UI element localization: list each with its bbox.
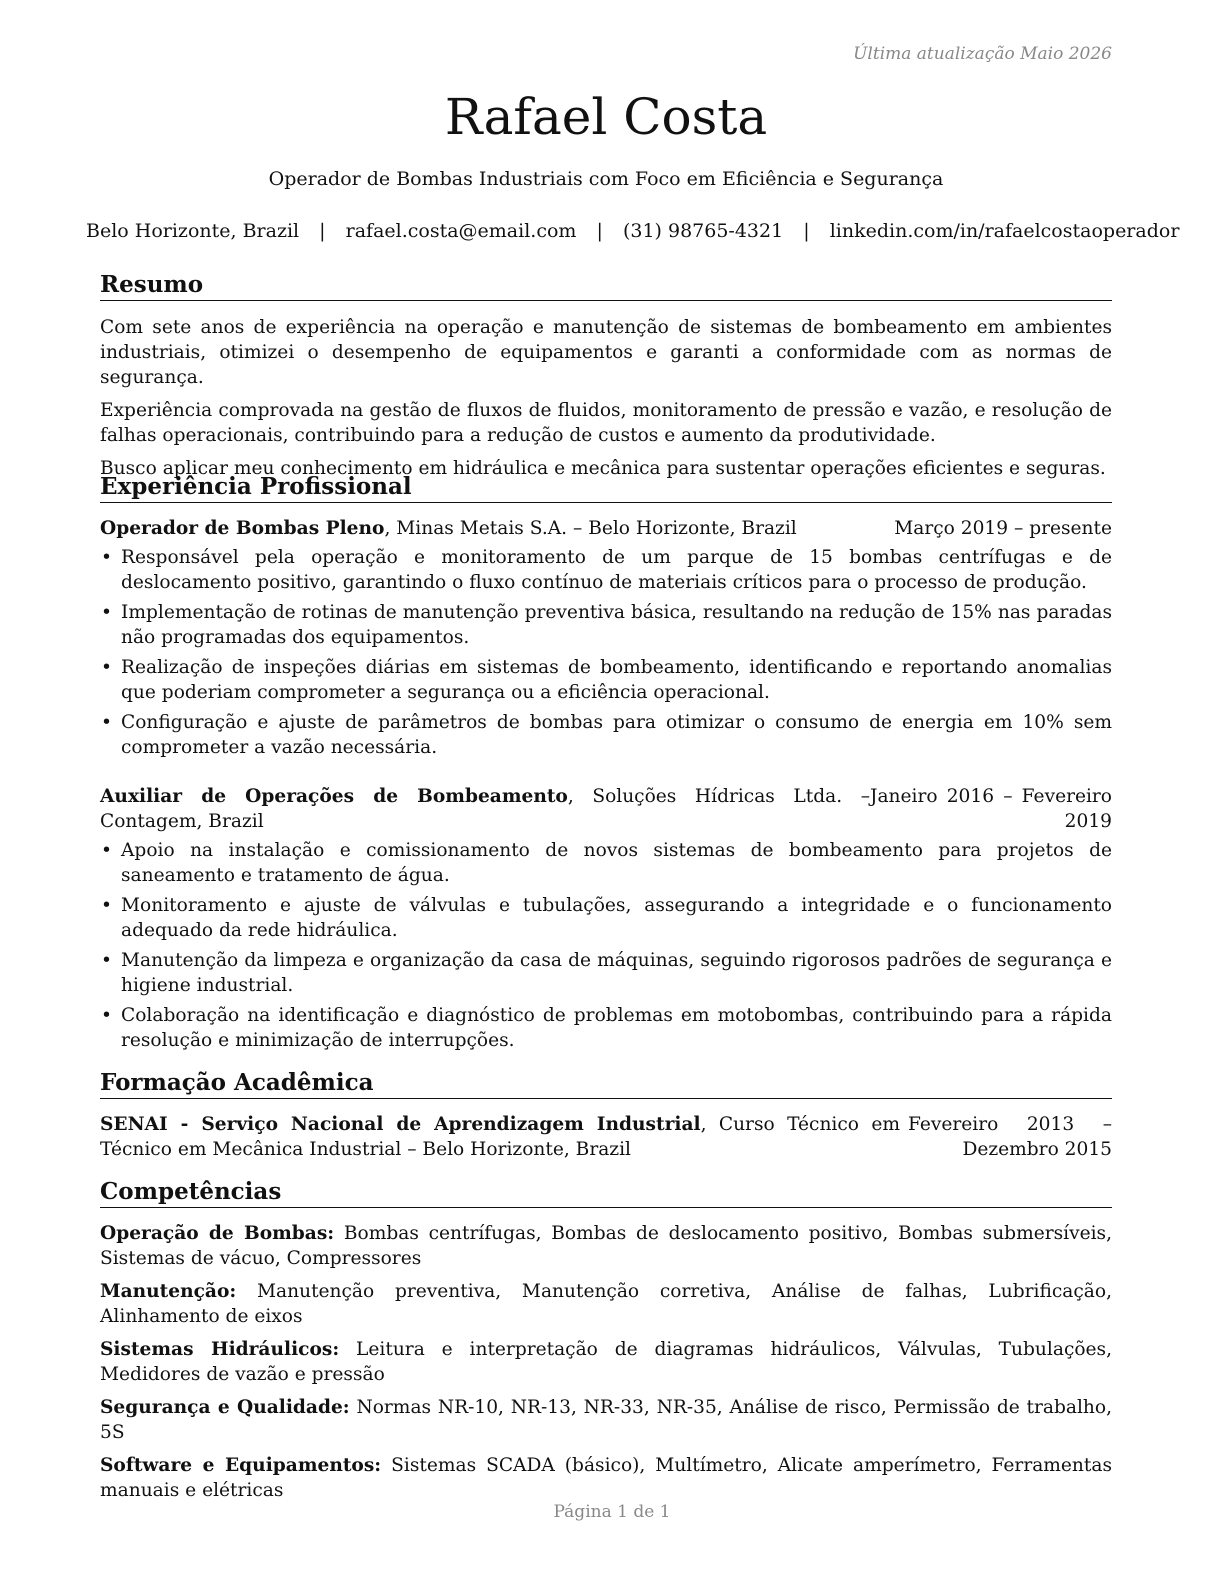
school-name: SENAI - Serviço Nacional de Aprendizagem Industrial: [100, 1114, 701, 1135]
email-link[interactable]: rafael.costa@email.com: [345, 220, 577, 242]
skill-label: Software e Equipamentos:: [100, 1455, 382, 1476]
skills-block: [100, 1221, 1112, 1511]
education-header: [100, 1112, 1112, 1162]
job-title-line: [100, 516, 894, 541]
list-item: • Implementação de rotinas de manutenção preventiva básica, resultando na redução de 15% nas paradas não programadas dos equipamentos.: [100, 600, 1112, 650]
skill-label: Segurança e Qualidade:: [100, 1397, 350, 1418]
education-entry: [100, 1112, 1112, 1162]
job-title-line: [100, 784, 870, 834]
list-item: • Configuração e ajuste de parâmetros de bombas para otimizar o consumo de energia em 10% sem comprometer a vazão necessária.: [100, 710, 1112, 760]
job-entry: [100, 784, 1112, 1058]
skill-row: [100, 1395, 1112, 1445]
separator: |: [803, 220, 810, 242]
section-title-experience: Experiência Profissional: [100, 473, 1112, 503]
contact-line: [86, 220, 1180, 242]
job-bullets: [100, 838, 1112, 1053]
skill-row: [100, 1221, 1112, 1271]
skill-text: Normas NR-10, NR-13, NR-33, NR-35, Análise de risco, Permissão de trabalho, 5S: [100, 1397, 1112, 1443]
job-role: Operador de Bombas Pleno: [100, 518, 385, 539]
list-item: • Apoio na instalação e comissionamento de novos sistemas de bombeamento para projetos de saneamento e tratamento de água.: [100, 838, 1112, 888]
linkedin-link[interactable]: linkedin.com/in/rafaelcostaoperador: [829, 220, 1180, 242]
job-company: , Minas Metais S.A. – Belo Horizonte, Brazil: [384, 518, 797, 539]
list-item: • Monitoramento e ajuste de válvulas e tubulações, assegurando a integridade e o funcionamento adequado da rede hidráulica.: [100, 893, 1112, 943]
separator: |: [596, 220, 603, 242]
skill-label: Manutenção:: [100, 1281, 237, 1302]
location: Belo Horizonte, Brazil: [86, 220, 300, 242]
skill-text: Leitura e interpretação de diagramas hidráulicos, Válvulas, Tubulações, Medidores de vazão e pressão: [100, 1339, 1113, 1385]
list-item: • Realização de inspeções diárias em sistemas de bombeamento, identificando e reportando anomalias que poderiam comprometer a segurança ou a eficiência operacional.: [100, 655, 1112, 705]
job-header: [100, 784, 1112, 834]
summary-paragraph: Experiência comprovada na gestão de fluxos de fluidos, monitoramento de pressão e vazão, e resolução de falhas operacionais, contribuindo para a redução de custos e aumento da produtividade.: [100, 400, 1112, 446]
skill-row: [100, 1337, 1112, 1387]
education-dates: Fevereiro 2013 – Dezembro 2015: [908, 1114, 1112, 1160]
skill-text: Manutenção preventiva, Manutenção corretiva, Análise de falhas, Lubrificação, Alinhamento de eixos: [100, 1281, 1112, 1327]
last-updated: Última atualização Maio 2026: [853, 44, 1112, 64]
job-role: Auxiliar de Operações de Bombeamento: [100, 786, 568, 807]
summary-paragraph: Busco aplicar meu conhecimento em hidráulica e mecânica para sustentar operações eficientes e seguras.: [100, 458, 1106, 479]
course-name: , Curso Técnico em Técnico em Mecânica Industrial – Belo Horizonte, Brazil: [100, 1114, 900, 1160]
job-company: , Soluções Hídricas Ltda. – Contagem, Brazil: [100, 786, 870, 832]
skill-text: Sistemas SCADA (básico), Multímetro, Alicate amperímetro, Ferramentas manuais e elétricas: [100, 1455, 1113, 1501]
skill-label: Sistemas Hidráulicos:: [100, 1339, 340, 1360]
tagline: Operador de Bombas Industriais com Foco em Eficiência e Segurança: [268, 168, 944, 190]
job-entry: [100, 516, 1112, 765]
skill-text: Bombas centrífugas, Bombas de deslocamento positivo, Bombas submersíveis, Sistemas de vácuo, Compressores: [100, 1223, 1112, 1269]
job-dates: Março 2019 – presente: [894, 518, 1112, 539]
section-title-skills: Competências: [100, 1178, 1112, 1208]
list-item: • Responsável pela operação e monitoramento de um parque de 15 bombas centrífugas e de deslocamento positivo, garantindo o fluxo contínuo de materiais críticos para o processo de produção.: [100, 545, 1112, 595]
education-line: [100, 1112, 900, 1162]
page-number: Página 1 de 1: [553, 1502, 671, 1522]
job-bullets: [100, 545, 1112, 760]
section-title-summary: Resumo: [100, 271, 1112, 301]
separator: |: [319, 220, 326, 242]
section-title-education: Formação Acadêmica: [100, 1069, 1112, 1099]
skill-row: [100, 1453, 1112, 1503]
summary-paragraph: Com sete anos de experiência na operação e manutenção de sistemas de bombeamento em ambientes industriais, otimizei o desempenho de equipamentos e garanti a conformidade com as normas de segurança.: [100, 317, 1112, 388]
candidate-name: Rafael Costa: [444, 88, 768, 146]
skill-row: [100, 1279, 1112, 1329]
summary-block: [100, 315, 1112, 489]
job-dates: Janeiro 2016 – Fevereiro 2019: [870, 786, 1112, 832]
job-header: [100, 516, 1112, 541]
skill-label: Operação de Bombas:: [100, 1223, 335, 1244]
list-item: • Manutenção da limpeza e organização da casa de máquinas, seguindo rigorosos padrões de segurança e higiene industrial.: [100, 948, 1112, 998]
list-item: • Colaboração na identificação e diagnóstico de problemas em motobombas, contribuindo para a rápida resolução e minimização de interrupções.: [100, 1003, 1112, 1053]
phone: (31) 98765-4321: [622, 220, 784, 242]
